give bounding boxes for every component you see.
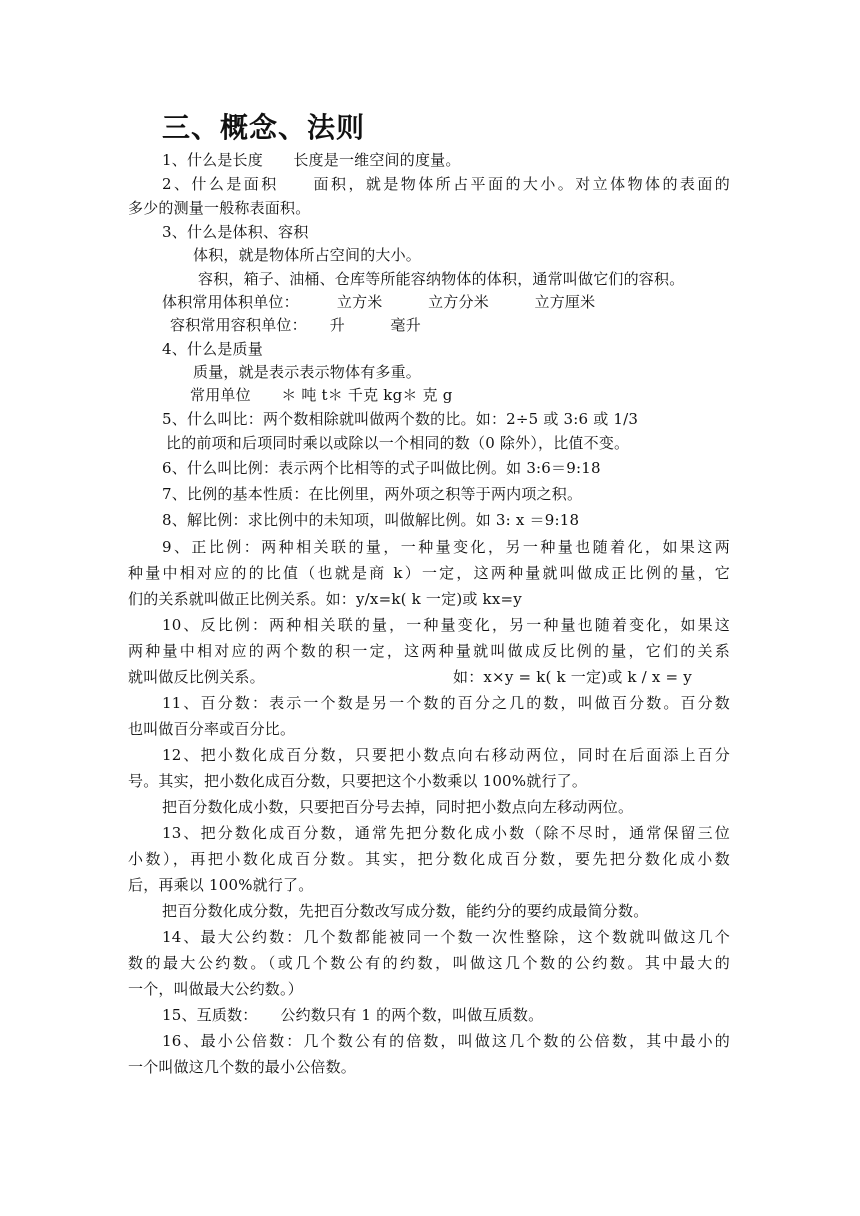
text-line: 12、把小数化成百分数，只要把小数点向右移动两位，同时在后面添上百分 [162,746,730,764]
text-line: 如：x×y = k( k 一定)或 k / x = y [453,668,692,686]
text-line: 数的最大公约数。（或几个数公有的约数，叫做这几个数的公约数。其中最大的 [128,954,730,972]
text-line: 11、百分数：表示一个数是另一个数的百分之几的数，叫做百分数。百分数 [162,694,730,712]
text-line: 小数），再把小数化成百分数。其实，把分数化成百分数，要先把分数化成小数 [128,850,730,868]
text-line: 种量中相对应的的比值（也就是商 k）一定，这两种量就叫做成正比例的量，它 [128,564,730,582]
text-line: 比的前项和后项同时乘以或除以一个相同的数（0 除外），比值不变。 [166,434,630,452]
text-line: 号。其实，把小数化成百分数，只要把这个小数乘以 100%就行了。 [128,772,588,790]
text-line: 一个叫做这几个数的最小公倍数。 [128,1058,357,1076]
text-line: 15、互质数： 公约数只有 1 的两个数，叫做互质数。 [162,1006,544,1024]
text-line: 10、反比例：两种相关联的量，一种量变化，另一种量也随着变化，如果这 [162,616,730,634]
text-line: 7、比例的基本性质：在比例里，两外项之积等于两内项之积。 [162,485,583,503]
text-line: 13、把分数化成百分数，通常先把分数化成小数（除不尽时，通常保留三位 [162,824,730,842]
text-line: 8、解比例：求比例中的未知项，叫做解比例。如 3: x ＝9:18 [162,511,580,529]
text-line: 们的关系就叫做正比例关系。如：y/x=k( k 一定)或 kx=y [128,590,522,608]
text-line: 也叫做百分率或百分比。 [128,720,296,738]
text-line: 4、什么是质量 [162,340,263,358]
section-title: 三、概念、法则 [162,111,366,144]
text-line: 一个，叫做最大公约数。） [128,980,303,998]
text-line: 16、最小公倍数：几个数公有的倍数，叫做这几个数的公倍数，其中最小的 [162,1032,730,1050]
text-line: 9、正比例：两种相关联的量，一种量变化，另一种量也随着化，如果这两 [162,538,730,556]
text-line: 容积，箱子、油桶、仓库等所能容纳物体的体积，通常叫做它们的容积。 [198,270,685,288]
text-line: 两种量中相对应的两个数的积一定，这两种量就叫做成反比例的量，它们的关系 [128,642,730,660]
text-line: 容积常用容积单位： 升 毫升 [170,316,421,334]
text-line: 5、什么叫比：两个数相除就叫做两个数的比。如：2÷5 或 3:6 或 1/3 [162,410,639,428]
text-line: 体积，就是物体所占空间的大小。 [193,246,422,264]
text-line: 常用单位 ＊ 吨 t＊ 千克 kg＊ 克 g [190,386,453,404]
text-line: 3、什么是体积、容积 [162,223,309,241]
text-line: 质量，就是表示表示物体有多重。 [193,363,422,381]
text-line: 2、什么是面积 面积，就是物体所占平面的大小。对立体物体的表面的 [162,175,730,193]
text-line: 就叫做反比例关系。 [128,668,265,686]
text-line: 多少的测量一般称表面积。 [128,199,311,217]
text-line: 把百分数化成分数，先把百分数改写成分数，能约分的要约成最简分数。 [162,902,649,920]
text-line: 1、什么是长度 长度是一维空间的度量。 [162,151,461,169]
text-line: 6、什么叫比例：表示两个比相等的式子叫做比例。如 3:6＝9:18 [162,459,601,477]
text-line: 把百分数化成小数，只要把百分号去掉，同时把小数点向左移动两位。 [162,798,634,816]
text-line: 14、最大公约数：几个数都能被同一个数一次性整除，这个数就叫做这几个 [162,928,730,946]
text-line: 体积常用体积单位： 立方米 立方分米 立方厘米 [162,293,596,311]
text-line: 后，再乘以 100%就行了。 [128,876,314,894]
